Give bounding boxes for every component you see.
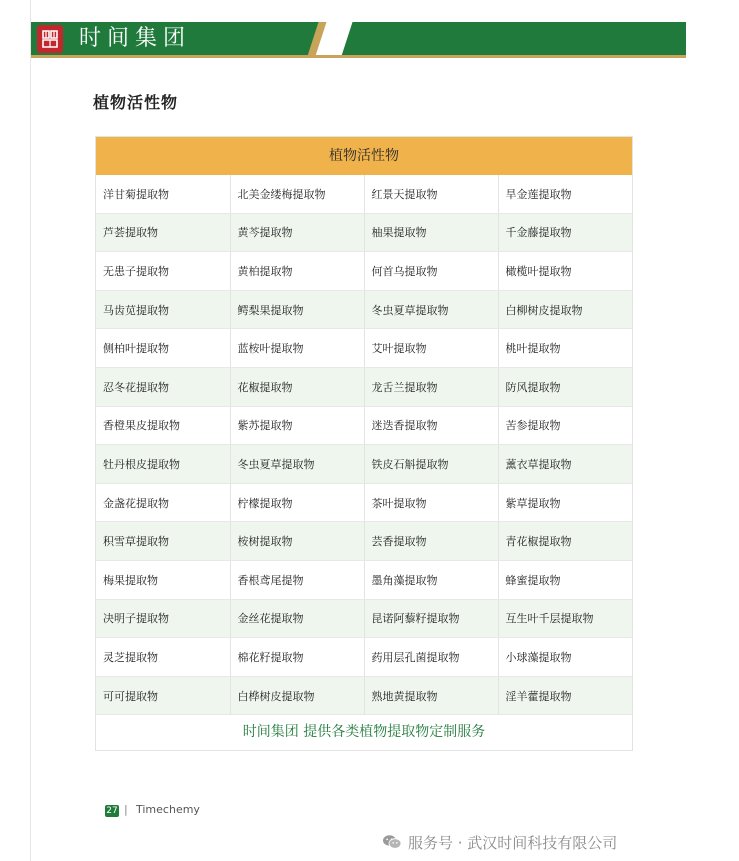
table-row (96, 599, 632, 638)
table-cell: 灵芝提取物 (96, 638, 230, 677)
table-cell: 橄榄叶提取物 (498, 252, 632, 291)
table-cell: 可可提取物 (96, 676, 230, 715)
table-row (96, 367, 632, 406)
table-row (96, 290, 632, 329)
table-cell: 积雪草提取物 (96, 522, 230, 561)
table-row (96, 483, 632, 522)
table-cell: 何首乌提取物 (364, 252, 498, 291)
table-cell: 鳄梨果提取物 (230, 290, 364, 329)
table-row (96, 252, 632, 291)
table-cell: 金丝花提取物 (230, 599, 364, 638)
table-title: 植物活性物 (96, 137, 632, 175)
table-row (96, 329, 632, 368)
table-cell: 决明子提取物 (96, 599, 230, 638)
table-cell: 艾叶提取物 (364, 329, 498, 368)
table-cell: 黄芩提取物 (230, 213, 364, 252)
table-cell: 梅果提取物 (96, 560, 230, 599)
table-cell: 茶叶提取物 (364, 483, 498, 522)
table-cell: 苦参提取物 (498, 406, 632, 445)
table-cell: 药用层孔菌提取物 (364, 638, 498, 677)
table-row (96, 213, 632, 252)
table-cell: 青花椒提取物 (498, 522, 632, 561)
table-cell: 芸香提取物 (364, 522, 498, 561)
table-row (96, 560, 632, 599)
table-cell: 铁皮石斛提取物 (364, 445, 498, 484)
table-cell: 侧柏叶提取物 (96, 329, 230, 368)
table-cell: 蜂蜜提取物 (498, 560, 632, 599)
page-heading: 植物活性物 (93, 93, 179, 112)
watermark (382, 832, 617, 852)
table-cell: 昆诺阿藜籽提取物 (364, 599, 498, 638)
table-cell: 互生叶千层提取物 (498, 599, 632, 638)
page-number-badge: 27 (106, 806, 118, 816)
table-row (96, 175, 632, 213)
table-cell: 龙舌兰提取物 (364, 367, 498, 406)
table-cell: 白桦树皮提取物 (230, 676, 364, 715)
table-cell: 蓝桉叶提取物 (230, 329, 364, 368)
table-cell: 白柳树皮提取物 (498, 290, 632, 329)
table-cell: 洋甘菊提取物 (96, 175, 230, 213)
table-row (96, 638, 632, 677)
table-cell: 柠檬提取物 (230, 483, 364, 522)
table-footer: 时间集团 提供各类植物提取物定制服务 (96, 715, 632, 750)
table-row (96, 522, 632, 561)
page-separator: | (124, 803, 128, 816)
header-title: 时间集团 (79, 26, 192, 51)
table-cell: 熟地黄提取物 (364, 676, 498, 715)
table-cell: 防风提取物 (498, 367, 632, 406)
table-row (96, 406, 632, 445)
watermark-text: 服务号 · 武汉时间科技有限公司 (408, 833, 618, 852)
table-cell: 柚果提取物 (364, 213, 498, 252)
table-cell: 墨角藻提取物 (364, 560, 498, 599)
table-cell: 紫苏提取物 (230, 406, 364, 445)
extract-grid (96, 175, 632, 715)
table-cell: 香根鸢尾提物 (230, 560, 364, 599)
table-cell: 棉花籽提取物 (230, 638, 364, 677)
header-gold-line (31, 55, 686, 58)
table-row (96, 676, 632, 715)
table-cell: 香橙果皮提取物 (96, 406, 230, 445)
table-cell: 黄柏提取物 (230, 252, 364, 291)
table-cell: 金盏花提取物 (96, 483, 230, 522)
table-cell: 小球藻提取物 (498, 638, 632, 677)
table-cell: 淫羊藿提取物 (498, 676, 632, 715)
table-cell: 牡丹根皮提取物 (96, 445, 230, 484)
table-row (96, 445, 632, 484)
table-cell: 千金藤提取物 (498, 213, 632, 252)
table-cell: 忍冬花提取物 (96, 367, 230, 406)
table-cell: 马齿苋提取物 (96, 290, 230, 329)
table-cell: 迷迭香提取物 (364, 406, 498, 445)
table-cell: 北美金缕梅提取物 (230, 175, 364, 213)
table-cell: 红景天提取物 (364, 175, 498, 213)
page-left-rule (30, 0, 31, 861)
table-cell: 冬虫夏草提取物 (230, 445, 364, 484)
logo-seal-icon (37, 25, 63, 53)
table-cell: 无患子提取物 (96, 252, 230, 291)
wechat-icon (382, 834, 402, 850)
extract-table (95, 136, 633, 751)
page-brand: Timechemy (136, 803, 200, 816)
table-cell: 桉树提取物 (230, 522, 364, 561)
table-cell: 薰衣草提取物 (498, 445, 632, 484)
table-cell: 紫草提取物 (498, 483, 632, 522)
table-cell: 桃叶提取物 (498, 329, 632, 368)
table-cell: 芦荟提取物 (96, 213, 230, 252)
table-cell: 冬虫夏草提取物 (364, 290, 498, 329)
table-cell: 旱金莲提取物 (498, 175, 632, 213)
table-cell: 花椒提取物 (230, 367, 364, 406)
header-band (31, 22, 686, 56)
